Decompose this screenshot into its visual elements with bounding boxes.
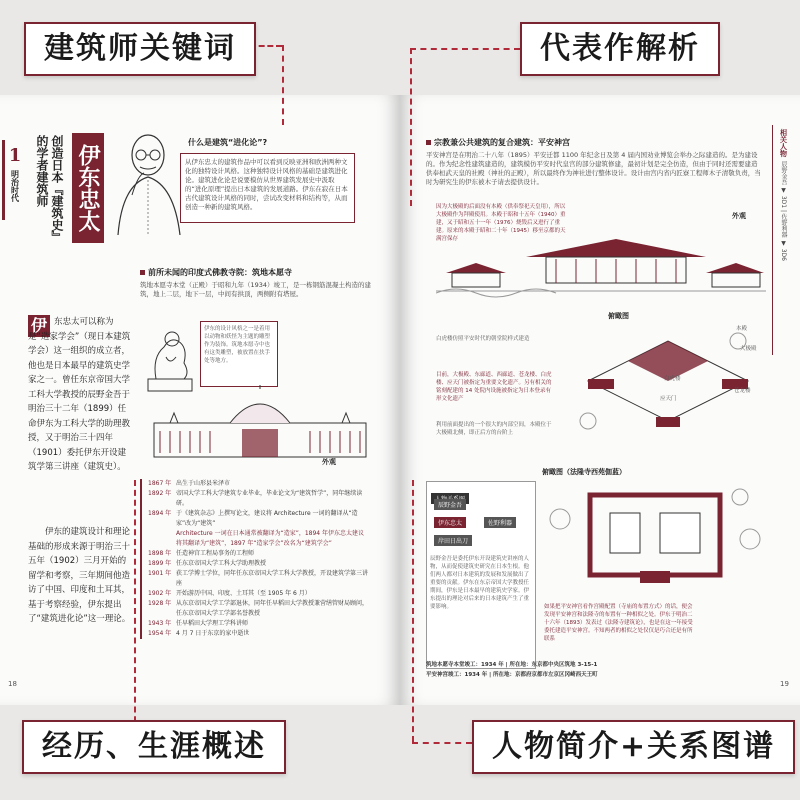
timeline: [140, 479, 370, 639]
label-byakkoro: 白虎楼: [664, 376, 681, 382]
banner-career-overview: 经历、生涯概述: [22, 720, 286, 774]
timeline-row: 1899 年 任东京帝国大学工科大学助理教授: [148, 560, 267, 567]
timeline-row: 1943 年 任早稻田大学理工学科讲师: [148, 620, 249, 627]
exterior-label: 外观: [322, 458, 336, 466]
label-daikokuden: 大极殿: [740, 346, 757, 352]
tsukiji-hongwanji-elevation: [150, 385, 370, 460]
right-page: [400, 95, 800, 705]
footer-1: 筑地本愿寺本堂竣工：1934 年 | 所在地：东京都中央区筑地 3-15-1: [426, 662, 598, 668]
section-marker-icon: [426, 140, 431, 145]
right-work-title: [426, 137, 570, 148]
drop-cap: 伊: [28, 315, 50, 337]
horyuji-note: 如果把平安神宫看作宫殿配置（寺庙的布置方式）的话，便会发现平安神宫和法隆寺的布置有一种相似之处。伊东于明治二十六年（1893）发表过《法隆寺建筑论》，也是在这一年接受委托建造平安神宫。不知两者的相似之处仅仅是巧合还是有所联系: [544, 604, 693, 642]
banner-profile-relations: 人物简介+关系图谱: [472, 720, 795, 774]
mouzai-note: 目前，大极殿、东廊道、西廊道、苍龙楼、白虎楼、应天门被指定为重要文化遗产。另有相关的铭刻配建的 14 处院内设施被指定为日本登录有形文化遗产: [436, 372, 552, 402]
keyword-title: [188, 137, 267, 148]
work-title-text: 前所未闻的印度式佛教寺院：筑地本愿寺: [148, 268, 292, 277]
label-honden: 本殿: [736, 326, 748, 332]
chapter-label: 明治时代: [10, 170, 20, 202]
label-otenmon: 应天门: [660, 396, 677, 402]
timeline-row: 1902 年 开始游历中国、印度、土耳其（至 1905 年 6 月）: [148, 590, 311, 597]
work-title: [140, 267, 292, 278]
portrait-sketch: [108, 125, 188, 235]
right-work-text: 平安神宫是在明治二十八年（1895）平安迁都 1100 年纪念日及第 4 届内国劝业博览会举办之际建造的。是为建设的。作为纪念性建筑建造的，建筑模仿平安时代皇宫的部分建筑修建，最初计划是完全仿造，但由于同时还需要建造供奉桓武天皇的社殿（神社的正殿），所以最终作为神社进行整体设计。设计由宫内省内匠寮工程师木子清敬负责，当时为研究生的伊东被木子请去提供设计。: [426, 151, 761, 186]
bio-second: 伊东的建筑设计和理论基础的形成来源于明治三十五年（1902）三月开始的留学和考察，三年期间他造访了中国、印度和土耳其，基于考察经验，伊东提出了“建筑进化论”这一理论。: [28, 527, 131, 624]
timeline-row: 1954 年 4 月 7 日于东京的家中逝世: [148, 630, 250, 637]
left-page: [0, 95, 400, 705]
relation-name-sano: 佐野利器: [484, 517, 516, 528]
profile-text: 辰野金吾是委托伊东开设建筑史讲座的人物，从而促使建筑史研究在日本生根。他们两人都对日本建筑的发展和发展做出了重要的贡献。伊东在东京帝国大学教授任期间，伊东是日本最早的建筑史学家。伊东提出的理论对后来的日本建筑产生了重要影响。: [430, 556, 530, 610]
connector-top-right: [410, 48, 520, 50]
birdseye-label: 俯瞰图: [608, 312, 629, 320]
footer-2: 平安神宫竣工：1934 年 | 所在地：京都府京都市左京区冈崎西天王町: [426, 672, 598, 678]
timeline-row: 1928 年 从东京帝国大学工学部退休，同年任早稻田大学教授兼营缮管财局顾问，任东京帝国大学工学部名誉教授: [148, 600, 369, 617]
connector-bottom-right: [412, 742, 472, 744]
timeline-row: 1901 年 获工学博士学位，同年任东京帝国大学工科大学教授，开设建筑学第三讲座: [148, 570, 369, 587]
side-tab-title: 相关人物: [779, 129, 788, 157]
page-number-right: 19: [780, 680, 789, 688]
byakkoro-note: 白虎楼仿照平安时代的朝堂院样式建造: [436, 336, 530, 342]
section-marker-icon: [140, 270, 145, 275]
timeline-row: 1892 年 帝国大学工科大学建筑专业毕业，毕业论文为“建筑哲学”，同年继续读研。: [148, 490, 363, 507]
timeline-row: Architecture 一词在日本通常被翻译为“造家”，1894 年伊东忠太建议将其翻译为“建筑”，1897 年“造家学会”改名为“建筑学会”: [176, 530, 365, 547]
birdseye2-label: 俯瞰图（法隆寺西苑伽蓝）: [542, 468, 626, 476]
chapter-number: 1: [8, 145, 22, 166]
mirror-note: 利用前面提出的一个很大的内部空间，本殿位于大极殿北侧，即正后方的台阶上: [436, 422, 552, 436]
right-exterior-label: 外观: [732, 212, 746, 220]
banner-architect-keyword: 建筑师关键词: [24, 22, 256, 76]
label-souryuro: 苍龙楼: [734, 388, 751, 394]
connector-bottom-left-v: [134, 480, 136, 742]
timeline-row: 1898 年 任造神宫工程局事务的工程师: [148, 550, 255, 557]
relation-name-tatsuno: 辰野金吾: [434, 499, 466, 510]
connector-bottom-right-v: [412, 480, 414, 742]
statue-note-text: 伊东的设计风格之一是着用以动物和妖怪为主题的雕塑作为装饰。筑地本愿寺中也有这类雕塑，被放置在扶手处等地方。: [204, 326, 271, 364]
timeline-row: 1894 年 于《建筑杂志》上撰写论文，建议将 Architecture 一词的翻译从“造家”改为“建筑”: [148, 510, 358, 527]
right-work-title-text: 宗教兼公共建筑的复合建筑：平安神宫: [434, 138, 570, 147]
relation-name-kishida: 岸田日出刀: [434, 535, 472, 546]
page-number-left: 18: [8, 680, 17, 688]
keyword-text: 从伊东忠太的建筑作品中可以看到反映亚洲和欧洲两种文化的独特设计风格。这种独特设计风格的基础是建筑进化论。建筑进化论是说要模仿从世界建筑发展史中汲取的“进化原理”提出日本建筑的发展道路。伊东在寂在日本古代建筑设计风格的同时，尝试改变材料和结构等，从而创造一种新的建筑风格。: [185, 158, 348, 211]
chapter-marker: [4, 145, 26, 202]
heian-shrine-exterior: [436, 223, 766, 303]
banner-masterpiece-analysis: 代表作解析: [520, 22, 720, 76]
book-spread: [0, 95, 800, 705]
keyword-title-text: 什么是建筑“进化论”?: [188, 138, 268, 147]
chapter-bar: [2, 140, 5, 220]
connector-top-right-v: [410, 48, 412, 206]
keyword-box: [180, 153, 355, 223]
side-tab: [772, 125, 794, 355]
connector-top-left-v: [282, 45, 284, 125]
bio-first: 东忠太可以称为是“造家学会”（现日本建筑学会）这一组织的成立者，他也是日本最早的建筑史学家之一。曾任东京帝国大学工科大学教授的辰野金吾于明治三十二年（1899）任命伊东为工科大学的助理教授，又于明治三十四年（1901）委托伊东开设建筑学第三讲座（建筑史）。: [28, 317, 131, 472]
statue-note: [200, 321, 278, 387]
side-tab-names: 辰野金吾 ▼ 3D1 | 佐野利器 ▼ 3D6: [780, 161, 787, 261]
architect-name: 伊东忠太: [72, 133, 104, 243]
subtitle: 创造日本『建筑史』的学者建筑师: [35, 135, 64, 243]
daikokuden-note: 因为大极殿的后面没有本殿（供奉祭祀天皇用），所以大极殿作为拜殿使用。本殿于昭和十五年（1940）重建，又于昭和五十一年（1976）烧毁后又进行了重建。原来的本殿于昭和二十年（1945）移至京都的天满宫保存: [436, 204, 566, 242]
relation-name-ito: 伊东忠太: [434, 517, 466, 528]
timeline-row: 1867 年 出生于山形县米泽市: [148, 480, 231, 487]
horyuji-birdseye: [540, 479, 770, 599]
work-text: 筑地本愿寺本堂（正殿）于昭和九年（1934）竣工，是一栋钢筋混凝土构造的建筑，地上二层，地下一层，中间有拱顶，两侧附有塔屋。: [140, 281, 372, 298]
